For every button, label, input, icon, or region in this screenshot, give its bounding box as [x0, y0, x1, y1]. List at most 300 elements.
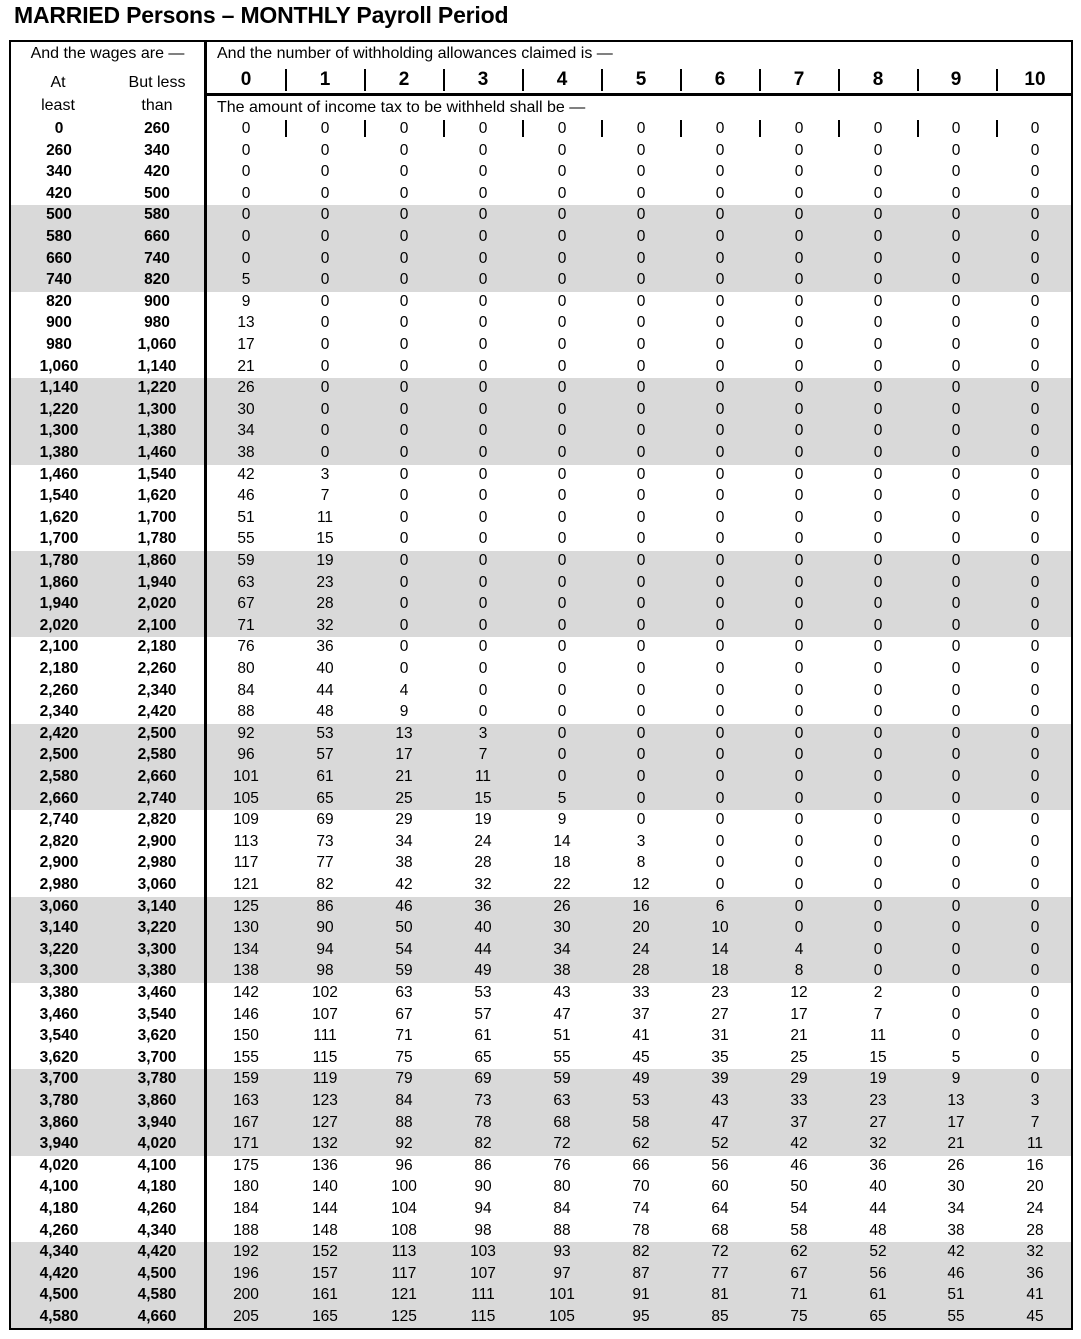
table-row [0, 1112, 1081, 1134]
wage-but-less-than-cell: 580 [144, 206, 170, 224]
header-divider [917, 69, 919, 91]
withholding-amount-cell: 0 [951, 573, 961, 591]
withholding-amount-cell: 38 [947, 1221, 965, 1239]
withholding-amount-cell: 0 [794, 768, 804, 785]
withholding-amount-cell: 0 [1030, 465, 1040, 483]
withholding-amount-cell: 84 [553, 1200, 571, 1217]
withholding-amount-cell: 0 [951, 940, 961, 958]
withholding-amount-cell: 0 [794, 228, 804, 245]
withholding-amount-cell: 0 [478, 660, 488, 677]
withholding-amount-cell: 0 [636, 616, 646, 634]
withholding-amount-cell: 0 [1030, 314, 1040, 332]
withholding-amount-cell: 95 [632, 1308, 650, 1325]
wage-at-least-cell: 2,660 [39, 789, 79, 807]
withholding-amount-cell: 0 [478, 141, 488, 159]
withholding-amount-cell: 0 [873, 465, 883, 483]
withholding-amount-cell: 123 [312, 1092, 338, 1109]
table-row [0, 852, 1081, 874]
withholding-amount-cell: 93 [553, 1243, 571, 1261]
header-divider [759, 69, 761, 91]
withholding-amount-cell: 171 [233, 1135, 259, 1153]
withholding-amount-cell: 0 [794, 660, 804, 677]
withholding-amount-cell: 142 [233, 984, 259, 1001]
withholding-amount-cell: 130 [233, 919, 259, 937]
withholding-amount-cell: 91 [632, 1286, 650, 1304]
withholding-amount-cell: 32 [316, 616, 334, 634]
withholding-amount-cell: 0 [399, 249, 409, 267]
withholding-amount-cell: 0 [715, 120, 725, 137]
withholding-amount-cell: 0 [1030, 163, 1040, 181]
withholding-amount-cell: 175 [233, 1156, 259, 1174]
withholding-amount-cell: 0 [557, 422, 567, 440]
withholding-amount-cell: 0 [1030, 1027, 1040, 1045]
withholding-amount-cell: 0 [1030, 444, 1040, 461]
withholding-amount-cell: 28 [1026, 1221, 1044, 1239]
withholding-amount-cell: 54 [790, 1200, 808, 1217]
withholding-amount-cell: 0 [557, 141, 567, 159]
withholding-amount-cell: 0 [715, 530, 725, 548]
withholding-amount-cell: 0 [951, 163, 961, 181]
withholding-amount-cell: 0 [320, 249, 330, 267]
withholding-amount-cell: 7 [320, 487, 330, 505]
withholding-amount-cell: 0 [951, 465, 961, 483]
withholding-amount-cell: 0 [636, 184, 646, 202]
withholding-amount-cell: 0 [794, 249, 804, 267]
withholding-amount-cell: 51 [947, 1286, 965, 1304]
wage-at-least-cell: 1,380 [39, 444, 79, 461]
withholding-amount-cell: 26 [553, 897, 571, 915]
withholding-amount-cell: 0 [557, 768, 567, 785]
wage-at-least-cell: 340 [46, 163, 72, 181]
withholding-amount-cell: 92 [237, 724, 255, 742]
wage-but-less-than-cell: 1,540 [137, 465, 177, 483]
wage-but-less-than-cell: 3,620 [137, 1027, 177, 1045]
withholding-amount-cell: 0 [794, 854, 804, 872]
withholding-amount-cell: 77 [316, 854, 334, 872]
withholding-amount-cell: 32 [474, 876, 492, 893]
withholding-amount-cell: 9 [399, 703, 409, 721]
withholding-amount-cell: 0 [715, 336, 725, 353]
withholding-amount-cell: 0 [951, 292, 961, 310]
withholding-amount-cell: 0 [399, 163, 409, 181]
withholding-amount-cell: 34 [395, 832, 413, 850]
withholding-amount-cell: 62 [790, 1243, 808, 1261]
wage-but-less-than-cell: 1,140 [137, 357, 177, 375]
table-row [0, 1306, 1081, 1328]
withholding-amount-cell: 0 [794, 811, 804, 829]
withholding-amount-cell: 35 [711, 1048, 729, 1066]
withholding-amount-cell: 0 [794, 357, 804, 375]
withholding-amount-cell: 0 [794, 120, 804, 137]
withholding-amount-cell: 146 [233, 1005, 259, 1023]
withholding-amount-cell: 0 [241, 163, 251, 181]
withholding-amount-cell: 134 [233, 940, 259, 958]
allowance-column-header: 1 [319, 69, 331, 90]
but-less-label-line1: But less [128, 74, 186, 91]
withholding-amount-cell: 39 [711, 1070, 729, 1088]
withholding-amount-cell: 49 [474, 962, 492, 980]
withholding-amount-cell: 21 [395, 768, 413, 785]
withholding-amount-cell: 0 [1030, 184, 1040, 202]
allowance-column-header: 7 [793, 69, 805, 90]
wage-but-less-than-cell: 3,140 [137, 897, 177, 915]
withholding-amount-cell: 0 [399, 271, 409, 289]
withholding-amount-cell: 0 [320, 400, 330, 418]
withholding-amount-cell: 0 [557, 163, 567, 181]
wage-but-less-than-cell: 3,860 [137, 1092, 177, 1109]
wage-but-less-than-cell: 4,180 [137, 1178, 177, 1196]
withholding-amount-cell: 0 [399, 444, 409, 461]
withholding-amount-cell: 78 [474, 1113, 492, 1131]
withholding-amount-cell: 88 [237, 703, 255, 721]
withholding-amount-cell: 25 [395, 789, 413, 807]
withholding-amount-cell: 0 [557, 703, 567, 721]
wage-at-least-cell: 3,540 [39, 1027, 79, 1045]
withholding-amount-cell: 0 [1030, 854, 1040, 872]
wage-at-least-cell: 2,500 [39, 746, 79, 764]
withholding-amount-cell: 0 [715, 206, 725, 224]
withholding-amount-cell: 113 [233, 832, 259, 850]
withholding-amount-cell: 0 [636, 400, 646, 418]
wage-at-least-cell: 1,700 [39, 530, 79, 548]
withholding-amount-cell: 0 [636, 422, 646, 440]
withholding-amount-cell: 0 [1030, 984, 1040, 1001]
withholding-amount-cell: 0 [873, 120, 883, 137]
table-row [0, 744, 1081, 766]
withholding-amount-cell: 21 [947, 1135, 965, 1153]
withholding-amount-cell: 52 [711, 1135, 729, 1153]
withholding-amount-cell: 0 [478, 357, 488, 375]
withholding-amount-cell: 0 [557, 444, 567, 461]
wage-but-less-than-cell: 2,580 [137, 746, 177, 764]
withholding-amount-cell: 0 [1030, 487, 1040, 505]
withholding-amount-cell: 38 [553, 962, 571, 980]
withholding-amount-cell: 13 [237, 314, 255, 332]
withholding-amount-cell: 19 [869, 1070, 887, 1088]
withholding-amount-cell: 46 [237, 487, 255, 505]
withholding-amount-cell: 0 [478, 487, 488, 505]
withholding-amount-cell: 0 [1030, 530, 1040, 548]
wage-but-less-than-cell: 2,420 [137, 703, 177, 721]
withholding-amount-cell: 105 [549, 1308, 575, 1325]
wage-but-less-than-cell: 1,460 [137, 444, 177, 461]
withholding-amount-cell: 163 [233, 1092, 259, 1109]
withholding-amount-cell: 0 [478, 184, 488, 202]
withholding-amount-cell: 0 [715, 292, 725, 310]
withholding-amount-cell: 0 [873, 508, 883, 526]
withholding-amount-cell: 0 [241, 249, 251, 267]
withholding-amount-cell: 119 [312, 1070, 338, 1088]
withholding-amount-cell: 10 [711, 919, 729, 937]
withholding-amount-cell: 0 [873, 962, 883, 980]
withholding-amount-cell: 0 [951, 660, 961, 677]
withholding-amount-cell: 50 [395, 919, 413, 937]
withholding-amount-cell: 23 [316, 573, 334, 591]
withholding-amount-cell: 0 [715, 508, 725, 526]
withholding-amount-cell: 0 [951, 962, 961, 980]
withholding-amount-cell: 0 [557, 379, 567, 397]
withholding-amount-cell: 73 [474, 1092, 492, 1109]
header-divider [601, 69, 603, 91]
withholding-amount-cell: 30 [947, 1178, 965, 1196]
withholding-amount-cell: 0 [951, 271, 961, 289]
withholding-amount-cell: 0 [399, 552, 409, 569]
withholding-amount-cell: 0 [557, 616, 567, 634]
withholding-amount-cell: 0 [557, 400, 567, 418]
wage-at-least-cell: 0 [54, 120, 64, 137]
withholding-amount-cell: 0 [636, 595, 646, 613]
withholding-amount-cell: 0 [1030, 1048, 1040, 1066]
withholding-amount-cell: 144 [312, 1200, 338, 1217]
table-row [0, 1155, 1081, 1177]
withholding-amount-cell: 23 [711, 984, 729, 1001]
wage-but-less-than-cell: 3,380 [137, 962, 177, 980]
withholding-amount-cell: 0 [241, 206, 251, 224]
withholding-amount-cell: 0 [794, 206, 804, 224]
table-row [0, 1025, 1081, 1047]
withholding-amount-cell: 0 [715, 379, 725, 397]
withholding-amount-cell: 53 [316, 724, 334, 742]
wage-at-least-cell: 1,940 [39, 595, 79, 613]
withholding-amount-cell: 63 [395, 984, 413, 1001]
withholding-amount-cell: 0 [636, 249, 646, 267]
wage-at-least-cell: 1,140 [39, 379, 79, 397]
withholding-amount-cell: 0 [715, 487, 725, 505]
withholding-amount-cell: 0 [873, 681, 883, 699]
withholding-amount-cell: 0 [1030, 940, 1040, 958]
withholding-amount-cell: 0 [715, 876, 725, 893]
withholding-amount-cell: 152 [312, 1243, 338, 1261]
withholding-amount-cell: 38 [395, 854, 413, 872]
withholding-amount-cell: 0 [1030, 703, 1040, 721]
wage-but-less-than-cell: 2,500 [137, 724, 177, 742]
withholding-amount-cell: 11 [316, 508, 334, 526]
withholding-amount-cell: 16 [632, 897, 650, 915]
wage-but-less-than-cell: 260 [144, 120, 170, 137]
wage-but-less-than-cell: 3,940 [137, 1113, 177, 1131]
withholding-amount-cell: 0 [557, 292, 567, 310]
wage-at-least-cell: 260 [46, 141, 72, 159]
table-row [0, 1133, 1081, 1155]
wage-at-least-cell: 3,700 [39, 1070, 79, 1088]
withholding-amount-cell: 51 [237, 508, 255, 526]
withholding-amount-cell: 2 [873, 984, 883, 1001]
withholding-amount-cell: 125 [391, 1308, 417, 1325]
wage-at-least-cell: 4,020 [39, 1156, 79, 1174]
table-row [0, 1263, 1081, 1285]
withholding-amount-cell: 42 [790, 1135, 808, 1153]
withholding-amount-cell: 0 [399, 357, 409, 375]
withholding-amount-cell: 0 [320, 206, 330, 224]
withholding-amount-cell: 0 [557, 724, 567, 742]
withholding-amount-cell: 0 [478, 616, 488, 634]
wage-at-least-cell: 3,860 [39, 1113, 79, 1131]
wage-at-least-cell: 2,820 [39, 832, 79, 850]
wage-but-less-than-cell: 820 [144, 271, 170, 289]
withholding-amount-cell: 71 [237, 616, 255, 634]
withholding-amount-cell: 0 [1030, 962, 1040, 980]
withholding-amount-cell: 0 [557, 314, 567, 332]
wage-but-less-than-cell: 420 [144, 163, 170, 181]
withholding-amount-cell: 0 [715, 422, 725, 440]
withholding-amount-cell: 0 [794, 876, 804, 893]
withholding-amount-cell: 33 [632, 984, 650, 1001]
withholding-amount-cell: 0 [873, 746, 883, 764]
withholding-amount-cell: 0 [1030, 832, 1040, 850]
wage-at-least-cell: 1,460 [39, 465, 79, 483]
withholding-amount-cell: 0 [636, 228, 646, 245]
withholding-amount-cell: 0 [715, 811, 725, 829]
table-row [0, 334, 1081, 356]
table-row [0, 420, 1081, 442]
withholding-amount-cell: 31 [711, 1027, 729, 1045]
withholding-amount-cell: 66 [632, 1156, 650, 1174]
withholding-amount-cell: 69 [474, 1070, 492, 1088]
withholding-amount-cell: 24 [474, 832, 492, 850]
withholding-amount-cell: 0 [1030, 789, 1040, 807]
withholding-amount-cell: 0 [636, 444, 646, 461]
withholding-amount-cell: 0 [794, 163, 804, 181]
withholding-amount-cell: 0 [715, 616, 725, 634]
withholding-amount-cell: 108 [391, 1221, 417, 1239]
withholding-amount-cell: 0 [951, 206, 961, 224]
withholding-amount-cell: 0 [557, 184, 567, 202]
withholding-amount-cell: 127 [312, 1113, 338, 1131]
withholding-amount-cell: 94 [316, 940, 334, 958]
wage-but-less-than-cell: 3,060 [137, 876, 177, 893]
wage-but-less-than-cell: 900 [144, 292, 170, 310]
at-least-label-line2: least [41, 97, 75, 114]
table-row [0, 960, 1081, 982]
withholding-amount-cell: 0 [399, 573, 409, 591]
withholding-amount-cell: 13 [395, 724, 413, 742]
withholding-amount-cell: 0 [399, 465, 409, 483]
withholding-amount-cell: 0 [715, 400, 725, 418]
withholding-amount-cell: 43 [711, 1092, 729, 1109]
withholding-amount-cell: 96 [395, 1156, 413, 1174]
withholding-amount-cell: 132 [312, 1135, 338, 1153]
withholding-amount-cell: 0 [873, 876, 883, 893]
withholding-amount-cell: 0 [1030, 552, 1040, 569]
withholding-amount-cell: 0 [794, 141, 804, 159]
withholding-amount-cell: 59 [395, 962, 413, 980]
withholding-amount-cell: 29 [395, 811, 413, 829]
withholding-amount-cell: 0 [873, 919, 883, 937]
withholding-amount-cell: 0 [1030, 573, 1040, 591]
withholding-amount-cell: 0 [478, 120, 488, 137]
withholding-amount-cell: 0 [636, 660, 646, 677]
withholding-amount-cell: 47 [553, 1005, 571, 1023]
withholding-amount-cell: 44 [869, 1200, 887, 1217]
withholding-amount-cell: 0 [557, 487, 567, 505]
withholding-amount-cell: 82 [474, 1135, 492, 1153]
withholding-amount-cell: 21 [790, 1027, 808, 1045]
withholding-amount-cell: 0 [873, 422, 883, 440]
withholding-amount-cell: 117 [391, 1264, 417, 1282]
wage-at-least-cell: 2,260 [39, 681, 79, 699]
withholding-amount-cell: 0 [478, 465, 488, 483]
wage-at-least-cell: 1,860 [39, 573, 79, 591]
withholding-amount-cell: 17 [790, 1005, 808, 1023]
withholding-amount-cell: 205 [233, 1308, 259, 1325]
table-row [0, 183, 1081, 205]
withholding-amount-cell: 0 [794, 681, 804, 699]
withholding-amount-cell: 55 [553, 1048, 571, 1066]
withholding-amount-cell: 0 [478, 249, 488, 267]
allowance-column-header: 9 [950, 69, 962, 90]
table-row [0, 1176, 1081, 1198]
withholding-amount-cell: 0 [873, 184, 883, 202]
withholding-amount-cell: 72 [553, 1135, 571, 1153]
withholding-amount-cell: 60 [711, 1178, 729, 1196]
withholding-amount-cell: 101 [549, 1286, 575, 1304]
withholding-amount-cell: 125 [233, 897, 259, 915]
withholding-amount-cell: 16 [1026, 1156, 1044, 1174]
withholding-amount-cell: 11 [474, 768, 492, 785]
wage-but-less-than-cell: 2,980 [137, 854, 177, 872]
withholding-amount-cell: 24 [632, 940, 650, 958]
withholding-amount-cell: 26 [237, 379, 255, 397]
withholding-amount-cell: 0 [715, 724, 725, 742]
withholding-amount-cell: 49 [632, 1070, 650, 1088]
table-row [0, 399, 1081, 421]
withholding-amount-cell: 0 [478, 292, 488, 310]
withholding-amount-cell: 111 [471, 1286, 495, 1304]
withholding-amount-cell: 46 [790, 1156, 808, 1174]
withholding-amount-cell: 0 [557, 120, 567, 137]
withholding-amount-cell: 7 [478, 746, 488, 764]
withholding-amount-cell: 0 [873, 703, 883, 721]
withholding-amount-cell: 0 [951, 530, 961, 548]
withholding-amount-cell: 28 [316, 595, 334, 613]
withholding-amount-cell: 0 [241, 228, 251, 245]
withholding-amount-cell: 46 [947, 1264, 965, 1282]
wage-at-least-cell: 580 [46, 228, 72, 245]
withholding-amount-cell: 0 [399, 292, 409, 310]
withholding-amount-cell: 0 [1030, 660, 1040, 677]
withholding-amount-cell: 0 [715, 465, 725, 483]
withholding-amount-cell: 0 [399, 141, 409, 159]
withholding-amount-cell: 0 [478, 379, 488, 397]
withholding-amount-cell: 0 [715, 249, 725, 267]
withholding-amount-cell: 109 [233, 811, 259, 829]
withholding-amount-cell: 0 [1030, 1070, 1040, 1088]
withholding-amount-cell: 0 [1030, 228, 1040, 245]
withholding-amount-cell: 27 [869, 1113, 887, 1131]
withholding-amount-cell: 148 [312, 1221, 338, 1239]
withholding-amount-cell: 28 [474, 854, 492, 872]
wage-at-least-cell: 820 [46, 292, 72, 310]
withholding-amount-cell: 0 [951, 703, 961, 721]
withholding-amount-cell: 0 [320, 336, 330, 353]
withholding-amount-cell: 97 [553, 1264, 571, 1282]
withholding-amount-cell: 0 [794, 444, 804, 461]
withholding-amount-cell: 0 [794, 724, 804, 742]
withholding-amount-cell: 0 [636, 271, 646, 289]
table-row [0, 939, 1081, 961]
withholding-amount-cell: 0 [636, 379, 646, 397]
withholding-amount-cell: 75 [395, 1048, 413, 1066]
withholding-amount-cell: 0 [399, 660, 409, 677]
withholding-amount-cell: 196 [233, 1264, 259, 1282]
withholding-amount-cell: 13 [947, 1092, 965, 1109]
allowance-column-header: 0 [240, 69, 252, 90]
withholding-amount-cell: 0 [951, 336, 961, 353]
withholding-amount-cell: 86 [474, 1156, 492, 1174]
withholding-amount-cell: 0 [715, 703, 725, 721]
withholding-amount-cell: 0 [399, 184, 409, 202]
withholding-amount-cell: 0 [794, 638, 804, 656]
